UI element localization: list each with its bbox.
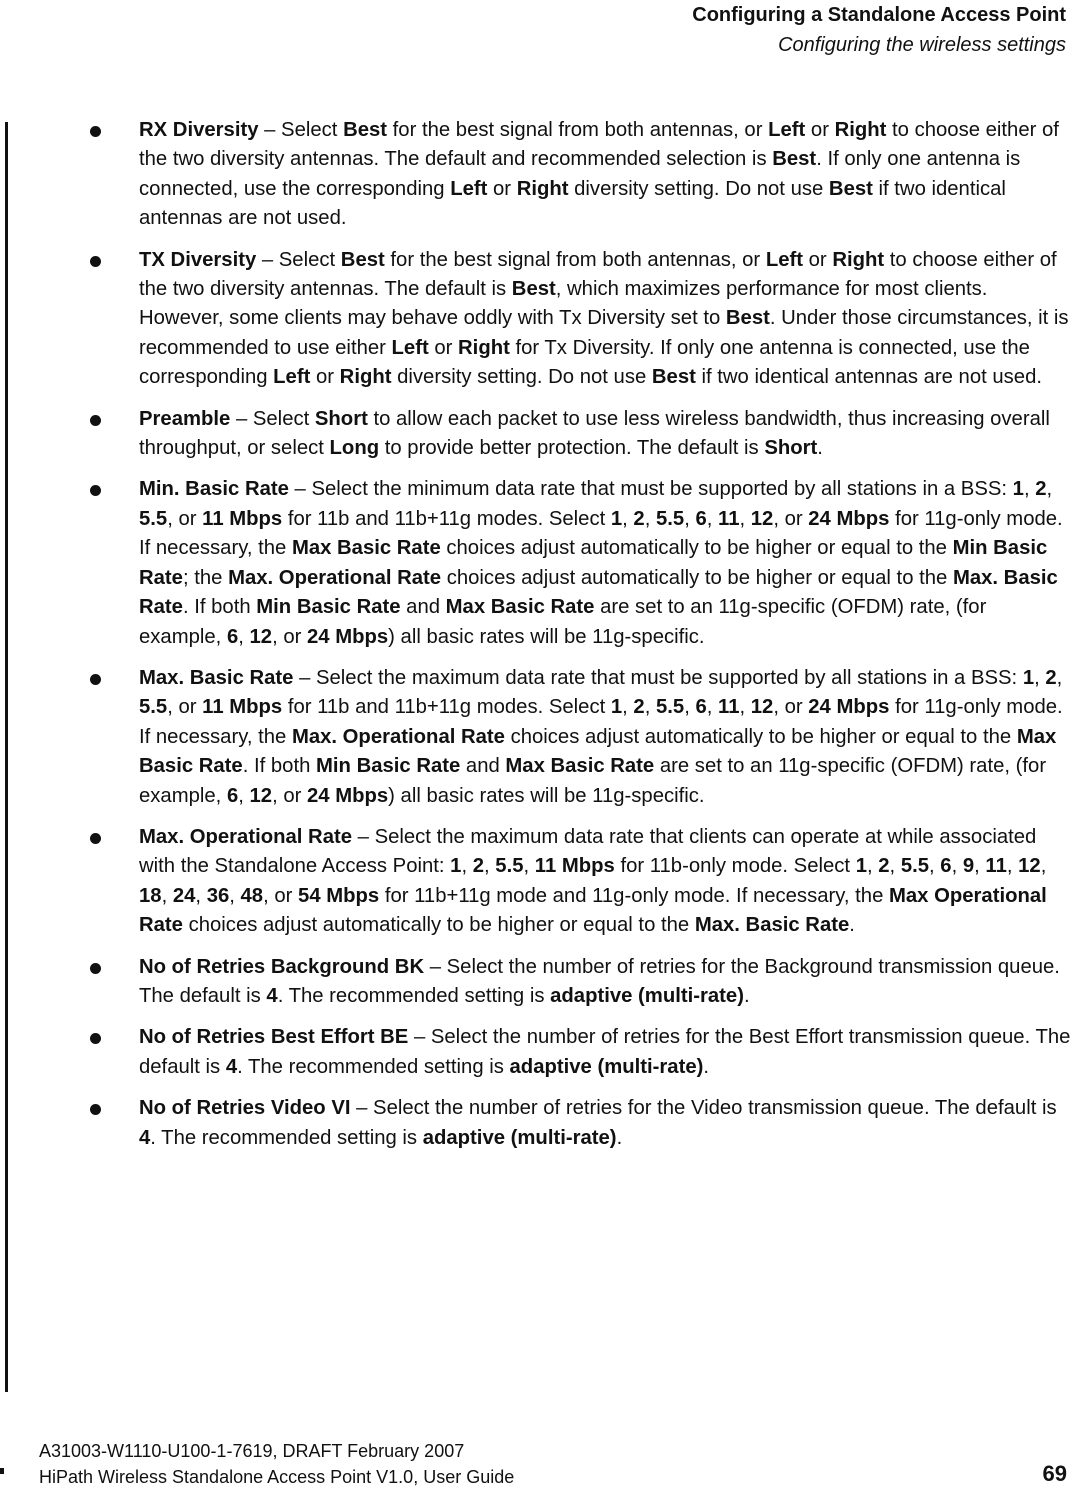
bold-term: 1 <box>610 696 623 719</box>
bold-term: 2 <box>633 507 645 530</box>
text-run: , <box>195 884 207 907</box>
text-run: . The recommended setting is <box>237 1055 510 1078</box>
text-run: to choose either of the two diversity antennas. The default and recommended selection is <box>139 119 1059 171</box>
text-run: to allow each packet to use less wireless bandwidth, thus increasing overall throughput, or select <box>139 407 1050 460</box>
bold-term: 24 Mbps <box>808 507 890 530</box>
text-run: , or <box>773 507 809 530</box>
text-run: , <box>951 855 963 878</box>
bold-term: Best <box>340 248 385 271</box>
text-run: , <box>1040 855 1047 878</box>
text-run: , which maximizes performance for most clients. However, some clients may behave oddly with Tx Diversity set to <box>139 278 988 330</box>
bold-term: Left <box>391 336 429 359</box>
bullet-dot-icon <box>90 485 101 496</box>
text-run: for the best signal from both antennas, or <box>384 248 766 271</box>
bold-term: 1 <box>450 855 462 878</box>
text-run: if two identical antennas are not used. <box>695 366 1042 389</box>
text-run: . The recommended setting is <box>150 1126 423 1149</box>
bold-term: 1 <box>1012 478 1024 501</box>
text-run: for 11b and 11b+11g modes. Select <box>282 507 611 530</box>
bold-term: 12 <box>1018 855 1041 878</box>
bold-term: Max. Operational Rate <box>291 725 505 748</box>
text-run: , <box>622 696 634 719</box>
text-run: or <box>428 336 459 359</box>
text-run: . <box>703 1055 710 1078</box>
bold-term: Max Operational Rate <box>139 884 1047 937</box>
text-run: . <box>743 984 750 1007</box>
bullet-dot-icon <box>90 1033 101 1044</box>
text-run: or <box>803 248 833 271</box>
bold-term: 4 <box>225 1055 238 1078</box>
bold-term: Min Basic Rate <box>256 596 401 619</box>
text-run: , <box>644 507 656 530</box>
bullet-text <box>139 1097 1057 1148</box>
bold-term: 54 Mbps <box>298 884 380 907</box>
bold-term: 24 Mbps <box>307 784 389 807</box>
bold-term: Min. Basic Rate <box>139 478 289 501</box>
bold-term: Right <box>339 366 392 389</box>
text-run: , <box>1056 666 1063 689</box>
bold-term: Short <box>764 437 818 460</box>
bullet-dot-icon <box>90 1104 101 1115</box>
bold-term: 4 <box>266 984 278 1007</box>
text-run: . If both <box>242 755 317 778</box>
text-run: to provide better protection. The default is <box>379 437 765 460</box>
bold-term: 1 <box>855 855 867 878</box>
bold-term: 6 <box>695 507 707 530</box>
bold-term: Max. Basic Rate <box>694 914 850 937</box>
text-run: – Select the maximum data rate that must be supported by all stations in a BSS: <box>293 666 1023 689</box>
bold-term: 2 <box>472 855 485 878</box>
bold-term: 2 <box>1045 666 1057 689</box>
text-run: , or <box>263 884 299 907</box>
bold-term: Long <box>329 437 380 460</box>
bullet-item <box>0 475 1078 651</box>
text-run: , <box>1046 478 1053 501</box>
text-run: , or <box>167 696 203 719</box>
text-run: are set to an 11g-specific (OFDM) rate, (for example, <box>139 755 1047 807</box>
bold-term: Max. Operational Rate <box>228 566 442 589</box>
text-run: or <box>487 177 517 200</box>
text-run: , <box>684 696 696 719</box>
footer-guide-title: HiPath Wireless Standalone Access Point V1.0, User Guide <box>39 1467 515 1487</box>
text-run: – Select <box>230 407 315 430</box>
bold-term: Left <box>768 119 806 141</box>
bold-term: 18 <box>139 884 162 907</box>
text-run: . <box>616 1126 623 1149</box>
bold-term: 4 <box>139 1126 151 1149</box>
bold-term: 48 <box>240 884 264 907</box>
bold-term: Max Basic Rate <box>505 755 655 778</box>
text-run: and <box>460 755 506 778</box>
bullet-text <box>139 1026 1070 1077</box>
text-run: , or <box>167 507 203 530</box>
text-run: , <box>229 884 241 907</box>
bold-term: No of Retries Best Effort BE <box>139 1026 409 1049</box>
bullet-text <box>139 119 1059 229</box>
text-run: for 11b and 11b+11g modes. Select <box>282 696 611 719</box>
text-run: , <box>644 696 656 719</box>
text-run: . Under those circumstances, it is recommended to use either <box>139 307 1069 359</box>
bold-term: Right <box>516 177 569 200</box>
bullet-dot-icon <box>90 126 101 137</box>
running-header-subtitle: Configuring the wireless settings <box>778 34 1066 56</box>
page-number: 69 <box>1042 1461 1067 1486</box>
text-run: – Select <box>258 119 344 141</box>
bullet-item <box>0 664 1078 811</box>
bold-term: Min Basic Rate <box>139 537 1048 589</box>
text-run: , <box>1034 666 1046 689</box>
footer-marker <box>0 1468 4 1474</box>
text-run: – Select the number of retries for the Best Effort transmission queue. The default is <box>139 1026 1071 1078</box>
bold-term: 11 Mbps <box>202 696 283 719</box>
bullet-dot-icon <box>90 833 101 844</box>
text-run: – Select <box>256 248 341 271</box>
bold-term: 1 <box>1022 666 1035 689</box>
bold-term: adaptive (multi-rate) <box>509 1055 704 1078</box>
text-run: choices adjust automatically to be higher or equal to the <box>441 566 953 589</box>
bold-term: 6 <box>695 696 707 719</box>
bullet-item <box>0 1023 1078 1082</box>
bold-term: 5.5 <box>655 696 685 719</box>
text-run: . <box>849 914 855 937</box>
text-run: , or <box>272 625 308 648</box>
text-run: . <box>817 437 823 460</box>
text-run: , <box>1006 855 1019 878</box>
bold-term: Max. Basic Rate <box>139 666 294 689</box>
bold-term: Max Basic Rate <box>139 725 1057 778</box>
text-run: , or <box>773 696 809 719</box>
text-run: , <box>461 855 473 878</box>
text-run: , <box>161 884 173 907</box>
text-run: , <box>866 855 879 878</box>
bullet-text <box>139 667 1063 807</box>
bold-term: Short <box>314 407 368 430</box>
text-run: choices adjust automatically to be higher or equal to the <box>440 537 953 560</box>
text-run: for 11g-only mode. If necessary, the <box>139 507 1063 560</box>
bold-term: 5.5 <box>655 507 685 530</box>
bullet-item <box>0 953 1078 1012</box>
bold-term: 12 <box>249 784 273 807</box>
bullet-item <box>0 823 1078 941</box>
text-run: if two identical antennas are not used. <box>139 177 1006 230</box>
bold-term: Left <box>273 366 311 389</box>
bold-term: 11 Mbps <box>202 507 283 530</box>
text-run: . The recommended setting is <box>277 984 551 1007</box>
text-run: – Select the minimum data rate that must be supported by all stations in a BSS: <box>288 478 1013 501</box>
bold-term: 6 <box>226 784 239 807</box>
bold-term: Right <box>832 248 885 271</box>
text-run: to choose either of the two diversity antennas. The default is <box>139 248 1057 301</box>
bold-term: 12 <box>750 507 774 530</box>
text-run: for 11b+11g mode and 11g-only mode. If necessary, the <box>379 884 889 907</box>
text-run: diversity setting. Do not use <box>391 366 652 389</box>
bold-term: 6 <box>940 855 952 878</box>
bold-term: RX Diversity <box>139 119 259 141</box>
bullet-text <box>139 956 1060 1007</box>
running-header-title: Configuring a Standalone Access Point <box>692 4 1066 26</box>
bullet-text <box>139 249 1069 389</box>
bullet-text <box>139 826 1047 936</box>
bullet-item <box>0 116 1078 234</box>
bullet-dot-icon <box>90 674 101 685</box>
bold-term: Best <box>725 307 770 330</box>
bullet-item <box>0 246 1078 393</box>
bold-term: Min Basic Rate <box>316 755 461 778</box>
text-run: – Select the number of retries for the Background transmission queue. The default is <box>139 955 1060 1007</box>
bold-term: 6 <box>226 625 239 648</box>
bold-term: Best <box>772 148 817 171</box>
text-run: , <box>889 855 901 878</box>
text-run: , <box>706 696 719 719</box>
bold-term: 9 <box>962 855 975 878</box>
text-run: , <box>974 855 986 878</box>
text-run: , <box>739 696 751 719</box>
bold-term: 5.5 <box>900 855 930 878</box>
bold-term: Max. Operational Rate <box>139 825 353 848</box>
text-run: for 11b-only mode. Select <box>614 855 856 878</box>
bold-term: 11 Mbps <box>534 855 615 878</box>
text-run: for the best signal from both antennas, or <box>387 119 769 141</box>
bullet-text <box>139 408 1050 459</box>
text-run: choices adjust automatically to be higher or equal to the <box>182 914 695 937</box>
bold-term: 5.5 <box>139 507 168 530</box>
text-run: and <box>400 596 446 619</box>
text-run: , <box>1023 478 1036 501</box>
text-run: , <box>684 507 696 530</box>
text-run: , or <box>272 784 308 807</box>
text-run: , <box>739 507 751 530</box>
bold-term: 2 <box>1035 478 1047 501</box>
text-run: , <box>706 507 719 530</box>
text-run: ) all basic rates will be 11g-specific. <box>388 625 705 648</box>
bold-term: Right <box>834 119 887 141</box>
bold-term: Best <box>651 366 696 389</box>
text-run: ; the <box>182 566 229 589</box>
text-run: for 11g-only mode. If necessary, the <box>139 696 1063 748</box>
bold-term: No of Retries Background BK <box>139 955 425 978</box>
bold-term: Max Basic Rate <box>445 596 595 619</box>
bold-term: adaptive (multi-rate) <box>422 1126 617 1149</box>
bold-term: 5.5 <box>495 855 524 878</box>
bold-term: Max. Basic Rate <box>139 566 1058 619</box>
text-run: ) all basic rates will be 11g-specific. <box>388 784 705 807</box>
bold-term: 12 <box>750 696 774 719</box>
text-run: are set to an 11g-specific (OFDM) rate, (for example, <box>139 596 987 648</box>
bold-term: 5.5 <box>139 696 168 719</box>
bullet-item <box>0 405 1078 464</box>
text-run: – Select the number of retries for the Video transmission queue. The default is <box>350 1097 1057 1120</box>
bold-term: adaptive (multi-rate) <box>550 984 744 1007</box>
bold-term: Preamble <box>139 407 231 430</box>
bold-term: Best <box>511 278 556 301</box>
bold-term: Best <box>343 119 388 141</box>
text-run: , <box>929 855 941 878</box>
text-run: – Select the maximum data rate that clients can operate at while associated with the Standalone Access Point: <box>139 825 1037 878</box>
text-run: . If only one antenna is connected, use the corresponding <box>139 148 1021 200</box>
bullet-item <box>0 1094 1078 1153</box>
text-run: , <box>523 855 535 878</box>
text-run: . If both <box>182 596 257 619</box>
text-run: for Tx Diversity. If only one antenna is connected, use the corresponding <box>139 336 1030 389</box>
bold-term: 24 Mbps <box>808 696 890 719</box>
bold-term: 11 <box>718 507 740 530</box>
text-run: or <box>805 119 835 141</box>
bold-term: 2 <box>878 855 890 878</box>
bold-term: TX Diversity <box>139 248 257 271</box>
bold-term: Left <box>450 177 488 200</box>
bold-term: Best <box>828 177 873 200</box>
text-run: , <box>238 625 250 648</box>
text-run: , <box>484 855 496 878</box>
bold-term: 36 <box>206 884 230 907</box>
text-run: diversity setting. Do not use <box>568 177 829 200</box>
bold-term: 12 <box>249 625 273 648</box>
bullet-dot-icon <box>90 963 101 974</box>
bold-term: Right <box>458 336 510 359</box>
bold-term: Max Basic Rate <box>291 537 441 560</box>
bold-term: 11 <box>985 855 1007 878</box>
text-run: choices adjust automatically to be higher or equal to the <box>504 725 1017 748</box>
bold-term: 1 <box>610 507 623 530</box>
footer-doc-id: A31003-W1110-U100-1-7619, DRAFT February 2007 <box>39 1441 465 1461</box>
text-run: , <box>622 507 634 530</box>
bullet-dot-icon <box>90 415 101 426</box>
bold-term: Left <box>765 248 804 271</box>
bold-term: No of Retries Video VI <box>139 1097 351 1120</box>
bold-term: 11 <box>718 696 740 719</box>
settings-bullet-list <box>0 116 1078 1165</box>
bullet-dot-icon <box>90 256 101 267</box>
bullet-text <box>139 478 1063 647</box>
text-run: , <box>238 784 250 807</box>
text-run: or <box>310 366 340 389</box>
bold-term: 24 <box>172 884 196 907</box>
bold-term: 24 Mbps <box>307 625 389 648</box>
bold-term: 2 <box>633 696 645 719</box>
